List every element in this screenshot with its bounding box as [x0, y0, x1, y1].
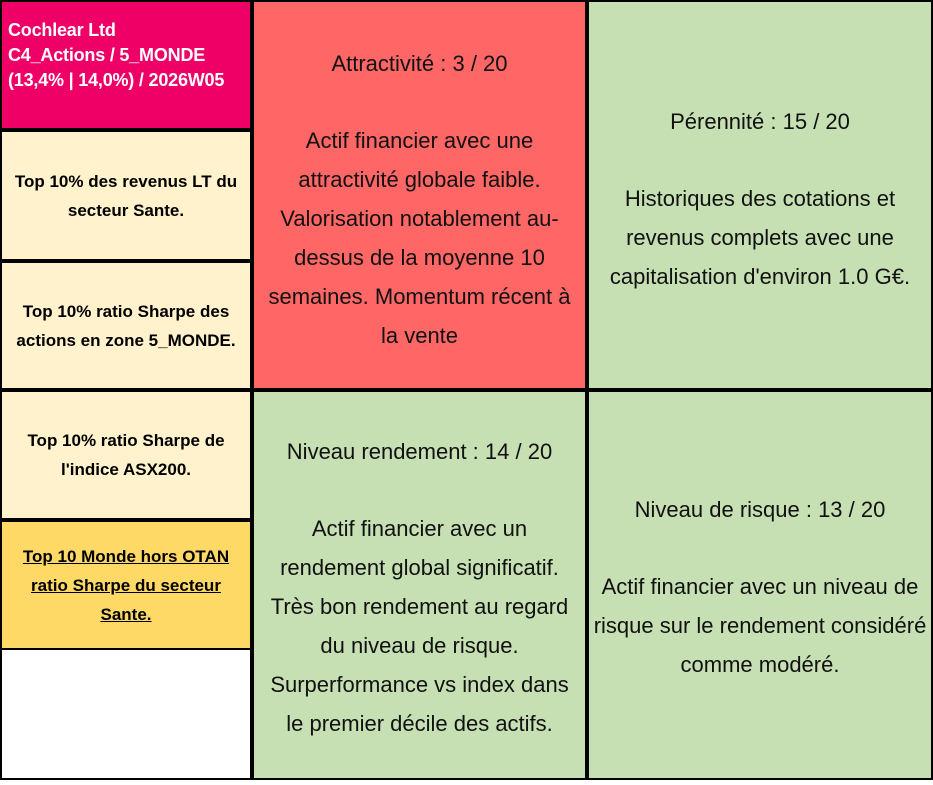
rendement-text: Actif financier avec un rendement global significatif. Très bon rendement au regard du niveau de risque. Surperformance vs index dans le premier décile des actifs.: [270, 516, 569, 736]
tag-top10-monde[interactable]: [0, 520, 252, 650]
tag-text: Top 10% ratio Sharpe des actions en zone 5_MONDE.: [16, 301, 236, 350]
category-label: C4_Actions / 5_MONDE: [8, 45, 206, 65]
perennite-title: Pérennité : 15 / 20: [670, 109, 850, 134]
attractivite-title: Attractivité : 3 / 20: [331, 51, 508, 76]
tag-revenus: [0, 130, 252, 261]
tag-sharpe-zone: [0, 261, 252, 390]
rendement-title: Niveau rendement : 14 / 20: [286, 439, 553, 464]
company-name: Cochlear Ltd: [8, 20, 116, 40]
risque-text: Actif financier avec un niveau de risque sur le rendement considéré comme modéré.: [593, 574, 927, 677]
perennite-text: Historiques des cotations et revenus complets avec une capitalisation d'environ 1.0 G€.: [609, 186, 911, 289]
attractivite-text: Actif financier avec une attractivité globale faible. Valorisation notablement au-dessus de la moyenne 10 semaines. Momentum récent à la vente: [268, 128, 571, 348]
tag-sharpe-index: [0, 390, 252, 520]
risque-title: Niveau de risque : 13 / 20: [634, 497, 886, 522]
perennite-box: [587, 0, 933, 390]
asset-header: [0, 0, 252, 130]
tag-link-text[interactable]: Top 10 Monde hors OTAN ratio Sharpe du secteur Sante.: [22, 546, 230, 624]
stats-label: (13,4% | 14,0%) / 2026W05: [8, 70, 225, 90]
tag-text: Top 10% des revenus LT du secteur Sante.: [14, 171, 238, 220]
risque-box: [587, 390, 933, 780]
tag-text: Top 10% ratio Sharpe de l'indice ASX200.: [27, 431, 225, 479]
empty-cell: [0, 648, 252, 780]
rendement-box: [252, 390, 587, 780]
attractivite-box: [252, 0, 587, 390]
